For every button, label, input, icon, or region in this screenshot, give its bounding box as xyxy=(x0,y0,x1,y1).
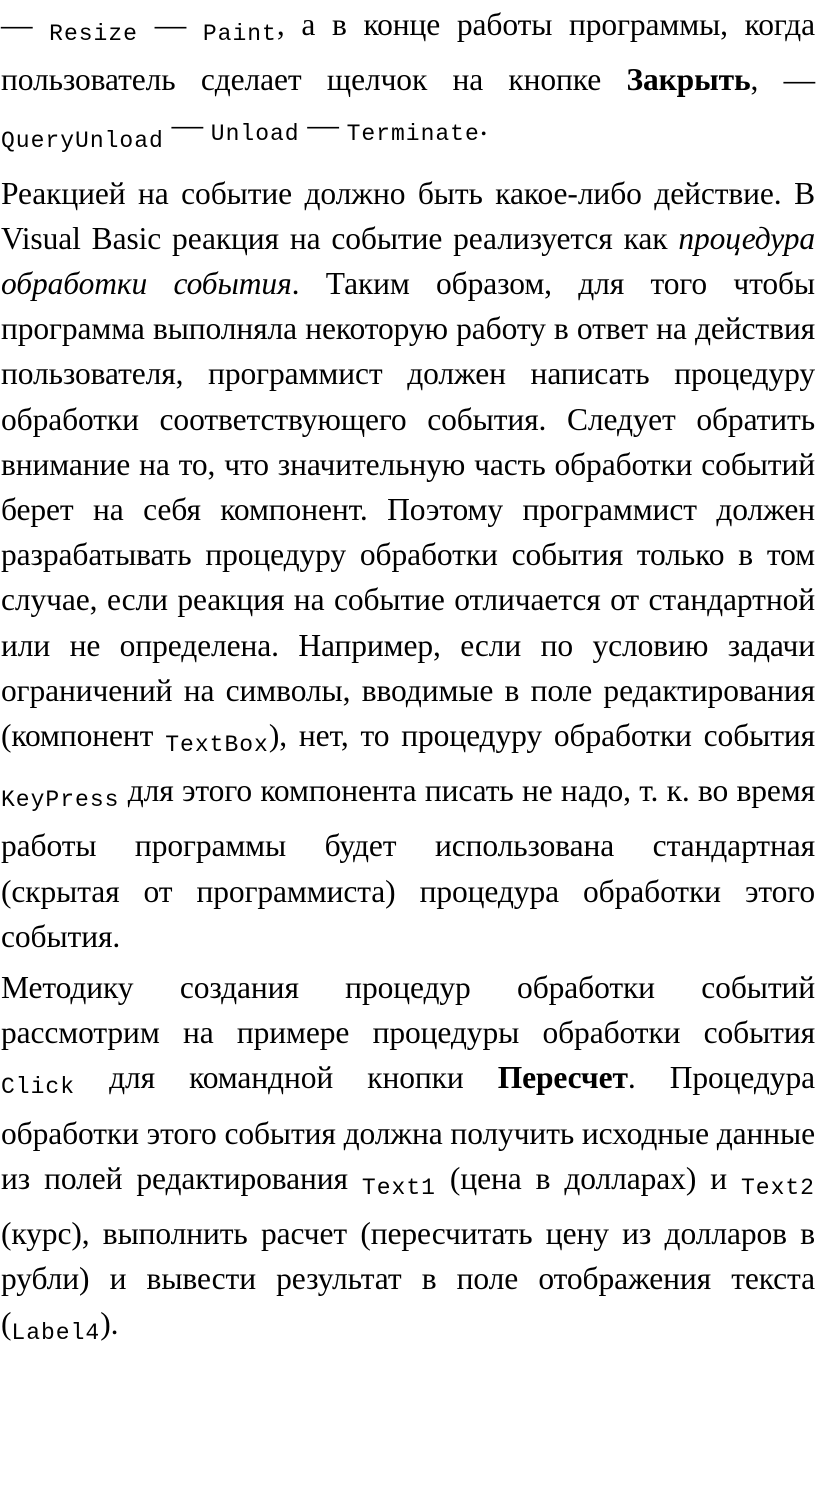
text-fragment: для этого компонента писать не надо, т. к. во время работы программы будет использована стандартная (скрытая от программиста) процедура обработки этого события. xyxy=(1,773,815,954)
code-resize: Resize xyxy=(49,21,138,47)
code-label4: Label4 xyxy=(11,1320,101,1347)
code-click: Click xyxy=(1,1074,76,1101)
text-fragment: , — xyxy=(750,62,816,98)
code-queryunload: QueryUnload xyxy=(1,128,164,155)
text-fragment: . Процедура обработки этого события должна получить исходные данные из полей редактирования xyxy=(1,1060,815,1196)
text-fragment: (курс), выполнить расчет (пересчитать цену из долларов в рубли) и вывести результат в поле отображения текста ( xyxy=(1,1216,815,1342)
paragraph-click-procedure xyxy=(1,965,815,1357)
text-fragment: ). xyxy=(100,1306,119,1342)
code-terminate: Terminate xyxy=(346,121,480,148)
text-fragment: — xyxy=(299,107,347,143)
text-fragment: . Таким образом, для того чтобы программа выполняла некоторую работу в ответ на действия пользователя, программист должен написать процедуру обработки соответствующего события. Следует обратить внимание на то, что значительную часть обработки событий берет на себя компонент. Поэтому программист должен разрабатывать процедуру обработки события только в том случае, если реакция на событие отличается от стандартной или не определена. Например, если по условию задачи ограничений на символы, вводимые в поле редактирования (компонент xyxy=(1,266,815,754)
code-textbox: TextBox xyxy=(165,732,269,759)
text-fragment: — xyxy=(137,7,203,42)
paragraph-event-sequence xyxy=(1,2,815,165)
code-keypress: KeyPress xyxy=(1,787,120,814)
code-unload: Unload xyxy=(210,121,300,148)
paragraph-event-reaction xyxy=(1,171,815,959)
bold-recalc-button-name: Пересчет xyxy=(497,1060,628,1096)
text-fragment: . xyxy=(479,107,488,143)
text-fragment: ), нет, то процедуру обработки события xyxy=(268,718,816,754)
code-text1: Text1 xyxy=(361,1174,436,1201)
bold-close-button-name: Закрыть xyxy=(626,62,751,98)
text-fragment: — xyxy=(163,107,211,143)
text-fragment: Методику создания процедур обработки событий рассмотрим на примере процедуры обработки события xyxy=(1,970,815,1051)
code-text2: Text2 xyxy=(740,1174,815,1201)
text-fragment: для командной кнопки xyxy=(75,1060,498,1096)
code-paint: Paint xyxy=(202,21,277,47)
italic-term: процедура обработки события xyxy=(1,220,815,302)
text-fragment: , а в конце работы программы, когда пользователь сделает щелчок на кнопке xyxy=(1,7,815,98)
text-fragment: Реакцией на событие должно быть какое-либо действие. В Visual Basic реакция на событие реализуется как xyxy=(1,175,815,256)
text-fragment: (цена в долларах) и xyxy=(435,1160,741,1196)
text-fragment: — xyxy=(1,7,50,42)
